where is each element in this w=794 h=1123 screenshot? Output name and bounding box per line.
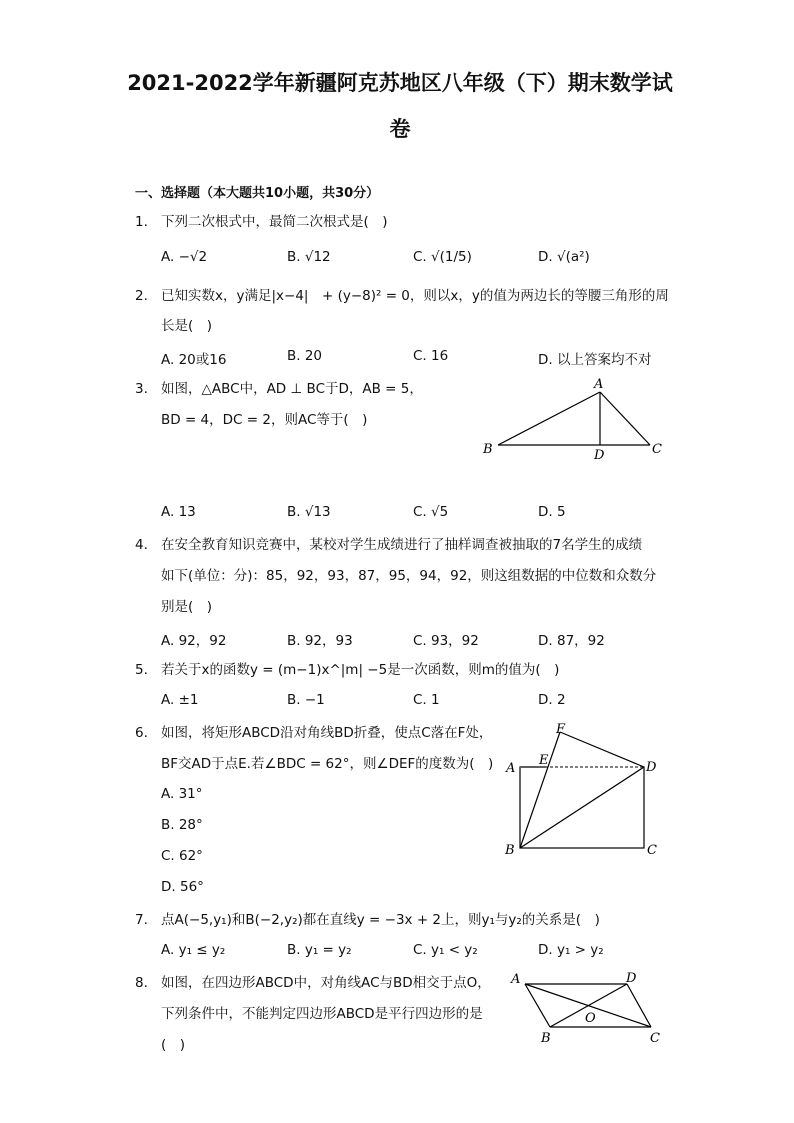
question-text: 若关于x的函数y = (m−1)x^|m| −5是一次函数，则m的值为( ) [161, 662, 560, 678]
vertex-label-e: E [539, 753, 549, 768]
option-d: D. 2 [538, 692, 566, 708]
question-text: 别是( ) [161, 599, 213, 615]
question-text: 下列二次根式中，最简二次根式是( ) [161, 214, 388, 230]
vertex-label-b: B [483, 442, 493, 457]
vertex-label-c: C [652, 442, 662, 457]
question-number: 2. [135, 288, 148, 304]
option-a: A. 20或16 [161, 352, 227, 368]
question-text: 长是( ) [161, 318, 213, 334]
option-d: D. 56° [161, 879, 204, 895]
vertex-label-a: A [511, 972, 521, 987]
option-d: D. √(a²) [538, 249, 590, 265]
rectangle-fold-figure [498, 720, 668, 862]
vertex-label-a: A [594, 377, 604, 392]
title-line-1: 2021-2022学年新疆阿克苏地区八年级（下）期末数学试 [127, 71, 673, 95]
option-b: B. 20 [287, 348, 323, 364]
document-title [120, 60, 680, 152]
option-a: A. −√2 [161, 249, 208, 265]
option-c: C. 93，92 [413, 633, 479, 649]
vertex-label-a: A [506, 761, 516, 776]
option-b: B. 92，93 [287, 633, 353, 649]
vertex-label-f: F [556, 722, 566, 737]
question-text: 下列条件中，不能判定四边形ABCD是平行四边形的是 [161, 1006, 483, 1022]
option-d: D. 5 [538, 504, 566, 520]
option-b: B. √13 [287, 504, 331, 520]
option-c: C. y₁ < y₂ [413, 942, 478, 958]
vertex-label-b: B [541, 1031, 551, 1046]
option-c: C. √5 [413, 504, 449, 520]
question-number: 3. [135, 381, 148, 397]
vertex-label-o: O [585, 1011, 596, 1026]
option-c: C. 16 [413, 348, 449, 364]
title-line-2: 卷 [389, 117, 411, 141]
option-c: C. 1 [413, 692, 440, 708]
vertex-label-d: D [594, 448, 605, 463]
option-b: B. y₁ = y₂ [287, 942, 352, 958]
vertex-label-d: D [626, 971, 637, 986]
option-b: B. −1 [287, 692, 325, 708]
question-number: 7. [135, 912, 148, 928]
question-text: 已知实数x，y满足|x−4| + (y−8)² = 0，则以x，y的值为两边长的等腰三角形的周 [161, 288, 669, 304]
section-heading: 一、选择题（本大题共10小题，共30分） [135, 186, 380, 201]
question-text: 如图，将矩形ABCD沿对角线BD折叠，使点C落在F处， [161, 725, 493, 741]
question-text: 如下(单位：分)：85，92，93，87，95，94，92，则这组数据的中位数和众数分 [161, 568, 657, 584]
question-text: BD = 4，DC = 2，则AC等于( ) [161, 412, 368, 428]
vertex-label-c: C [650, 1031, 660, 1046]
question-number: 1. [135, 214, 148, 230]
question-text: BF交AD于点E.若∠BDC = 62°，则∠DEF的度数为( ) [161, 756, 494, 772]
vertex-label-c: C [647, 843, 657, 858]
triangle-figure [478, 375, 668, 465]
question-text: 如图，△ABC中，AD ⊥ BC于D，AB = 5， [161, 381, 423, 397]
question-number: 8. [135, 975, 148, 991]
vertex-label-d: D [646, 760, 657, 775]
question-number: 6. [135, 725, 148, 741]
option-a: A. 31° [161, 786, 203, 802]
option-a: A. ±1 [161, 692, 199, 708]
question-number: 4. [135, 537, 148, 553]
question-text: 在安全教育知识竞赛中，某校对学生成绩进行了抽样调查被抽取的7名学生的成绩 [161, 537, 643, 553]
question-text: 如图，在四边形ABCD中，对角线AC与BD相交于点O， [161, 975, 491, 991]
question-text: 点A(−5,y₁)和B(−2,y₂)都在直线y = −3x + 2上，则y₁与y₂的关系是( ) [161, 912, 600, 928]
question-number: 5. [135, 662, 148, 678]
option-d: D. 以上答案均不对 [538, 352, 652, 368]
vertex-label-b: B [505, 843, 515, 858]
parallelogram-figure [505, 966, 675, 1048]
option-a: A. y₁ ≤ y₂ [161, 942, 226, 958]
question-text: ( ) [161, 1037, 186, 1053]
option-b: B. √12 [287, 249, 331, 265]
option-c: C. √(1/5) [413, 249, 472, 265]
option-d: D. y₁ > y₂ [538, 942, 604, 958]
option-c: C. 62° [161, 848, 203, 864]
option-d: D. 87，92 [538, 633, 605, 649]
option-b: B. 28° [161, 817, 203, 833]
option-a: A. 13 [161, 504, 196, 520]
option-a: A. 92，92 [161, 633, 227, 649]
